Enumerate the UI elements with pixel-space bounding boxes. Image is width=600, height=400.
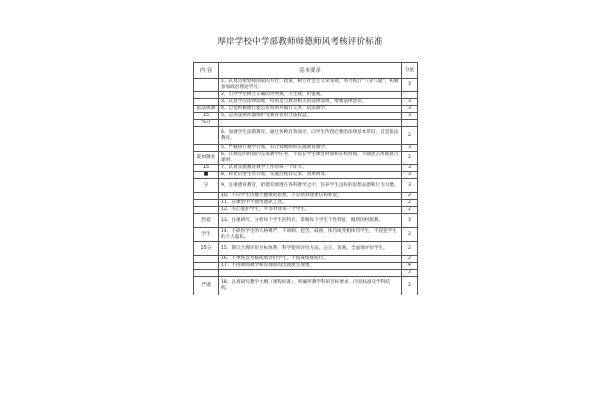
score-cell: 2	[402, 152, 418, 165]
requirement-cell: 11、在课堂中不使用通讯工具。	[219, 200, 402, 207]
category-cell	[194, 145, 219, 152]
requirement-cell: 15、制订合理评价目标体系，科学使用评价方法，公正、客观、全面地评价学生。	[219, 242, 402, 256]
header-content: 内 容	[194, 63, 219, 79]
score-cell: 2	[402, 200, 418, 207]
category-cell	[194, 263, 219, 270]
category-cell	[194, 193, 219, 200]
table-row	[194, 200, 418, 207]
table-row	[194, 145, 418, 152]
category-cell	[194, 200, 219, 207]
category-cell: 学生	[194, 228, 219, 242]
table-row	[194, 228, 418, 242]
score-cell: 2	[402, 228, 418, 242]
category-cell: 15	[194, 165, 219, 172]
score-cell: 3	[402, 106, 418, 113]
category-cell: 15分	[194, 242, 219, 256]
category-cell: 分	[194, 179, 219, 193]
requirement-cell: 5、严格执行教学计划，有计划地组织实施教育教学。	[219, 145, 402, 152]
requirement-cell	[219, 120, 402, 127]
header-requirements: 基本要求	[219, 63, 402, 79]
category-cell: %分	[194, 120, 219, 127]
score-cell: 3	[402, 113, 418, 120]
table-row	[194, 152, 418, 165]
category-cell	[194, 92, 219, 99]
requirement-cell	[219, 270, 402, 277]
requirement-cell: 8、转化后进生有计划，实施过程有记录，效果明显。	[219, 172, 402, 179]
requirement-cell: 10、不向学生传播不健康的思想，不宣扬封建迷信和邪说。	[219, 193, 402, 200]
category-cell: ■	[194, 172, 219, 179]
requirement-cell: 6、在规定的时间内完成教学任务，不延长学生课堂时间和在校时间，不随意占用或挤占课时。	[219, 152, 402, 165]
evaluation-table	[193, 62, 418, 295]
table-header-row	[194, 63, 418, 79]
category-cell	[194, 127, 219, 145]
category-cell: 爱岗敬业	[194, 152, 219, 165]
category-cell	[194, 256, 219, 263]
requirement-cell: 2、引导学生树立正确的世界观、人生观、价值观。	[219, 92, 402, 99]
score-cell: 2	[402, 207, 418, 214]
header-score: 分值	[402, 63, 418, 79]
score-cell: 3	[402, 172, 418, 179]
table-row	[194, 106, 418, 113]
score-cell: 3	[402, 165, 418, 172]
score-cell: 3	[402, 179, 418, 193]
table-row	[194, 277, 418, 295]
table-row	[194, 79, 418, 92]
table-row	[194, 242, 418, 256]
score-cell: 3	[402, 270, 418, 277]
score-cell: 3	[402, 79, 418, 92]
requirement-cell: 13、注重研究、分析每个学生的特点，掌握每个学生个性特征，做到因材施教。	[219, 214, 402, 228]
category-cell	[194, 270, 219, 277]
score-cell: ¥	[402, 263, 418, 270]
table-row	[194, 270, 418, 277]
table-row	[194, 113, 418, 120]
category-cell: 依法执教	[194, 106, 219, 113]
requirement-cell: 6、加强学生法制教育，通过各种有效途径，向学生传授必要的法律基本常识，自觉依法教育。	[219, 127, 402, 145]
score-cell	[402, 92, 418, 99]
requirement-cell: 16、不单纯以考核成绩评价学生，不按成绩排座位。	[219, 256, 402, 263]
requirement-cell: 5、运用法律武器保护受教育者的合法权益。	[219, 113, 402, 120]
category-cell: 热爱	[194, 214, 219, 228]
table-row	[194, 92, 418, 99]
requirement-cell: 17、不因教师教学和管理原因出现流生现象。	[219, 263, 402, 270]
requirement-cell: 9、注重德育教育，把德育渗透在各科教学之中，培养学生良好的思想品德和行为习惯。	[219, 179, 402, 193]
score-cell: 3	[402, 99, 418, 106]
requirement-cell: 14、不损伤学生的人格尊严，不讽刺、挖苦、歧视、体罚或变相体罚学生，不侵犯学生的个人隐私。	[219, 228, 402, 242]
category-cell: 严谨	[194, 277, 219, 295]
requirement-cell: 4、自觉积极地行使公民权利并履行义务，依法教学。	[219, 106, 402, 113]
table-body	[194, 79, 418, 295]
score-cell: 2	[402, 277, 418, 295]
requirement-cell: 1、认真贯彻党和国家的方针、政策，树立社会主义荣辱观，努力践行“八荣八耻”，积极参加政治理论学习。	[219, 79, 402, 92]
table-row	[194, 193, 418, 200]
category-cell: 15	[194, 113, 219, 120]
table-row	[194, 214, 418, 228]
category-cell	[194, 79, 219, 92]
requirement-cell: 7、认真实施教育教学工作的每一个环节。	[219, 165, 402, 172]
score-cell: 2	[402, 127, 418, 145]
requirement-cell: 18、认真研究教学大纲（课程标准），明确所教学科的目标要求、内容标准及学科结构。	[219, 277, 402, 295]
table-row	[194, 120, 418, 127]
category-cell	[194, 99, 219, 106]
table-row	[194, 256, 418, 263]
table-row	[194, 172, 418, 179]
table-row	[194, 165, 418, 172]
table-row	[194, 99, 418, 106]
page-title: 厚岸学校中学部教师师德师风考核评价标准	[217, 37, 383, 47]
table-row	[194, 207, 418, 214]
requirement-cell: 3、认真学习法律法规，特别是与教育相关的法律法规，增强法律意识。	[219, 99, 402, 106]
score-cell: 3	[402, 145, 418, 152]
score-cell: 2	[402, 193, 418, 200]
category-cell	[194, 207, 219, 214]
score-cell	[402, 120, 418, 127]
table-row	[194, 127, 418, 145]
score-cell: 3	[402, 214, 418, 228]
score-cell: 2	[402, 242, 418, 256]
table-row	[194, 179, 418, 193]
score-cell: 2	[402, 256, 418, 263]
table-row	[194, 263, 418, 270]
requirement-cell: 12、关心爱护学生，平等对待每一个学生。	[219, 207, 402, 214]
